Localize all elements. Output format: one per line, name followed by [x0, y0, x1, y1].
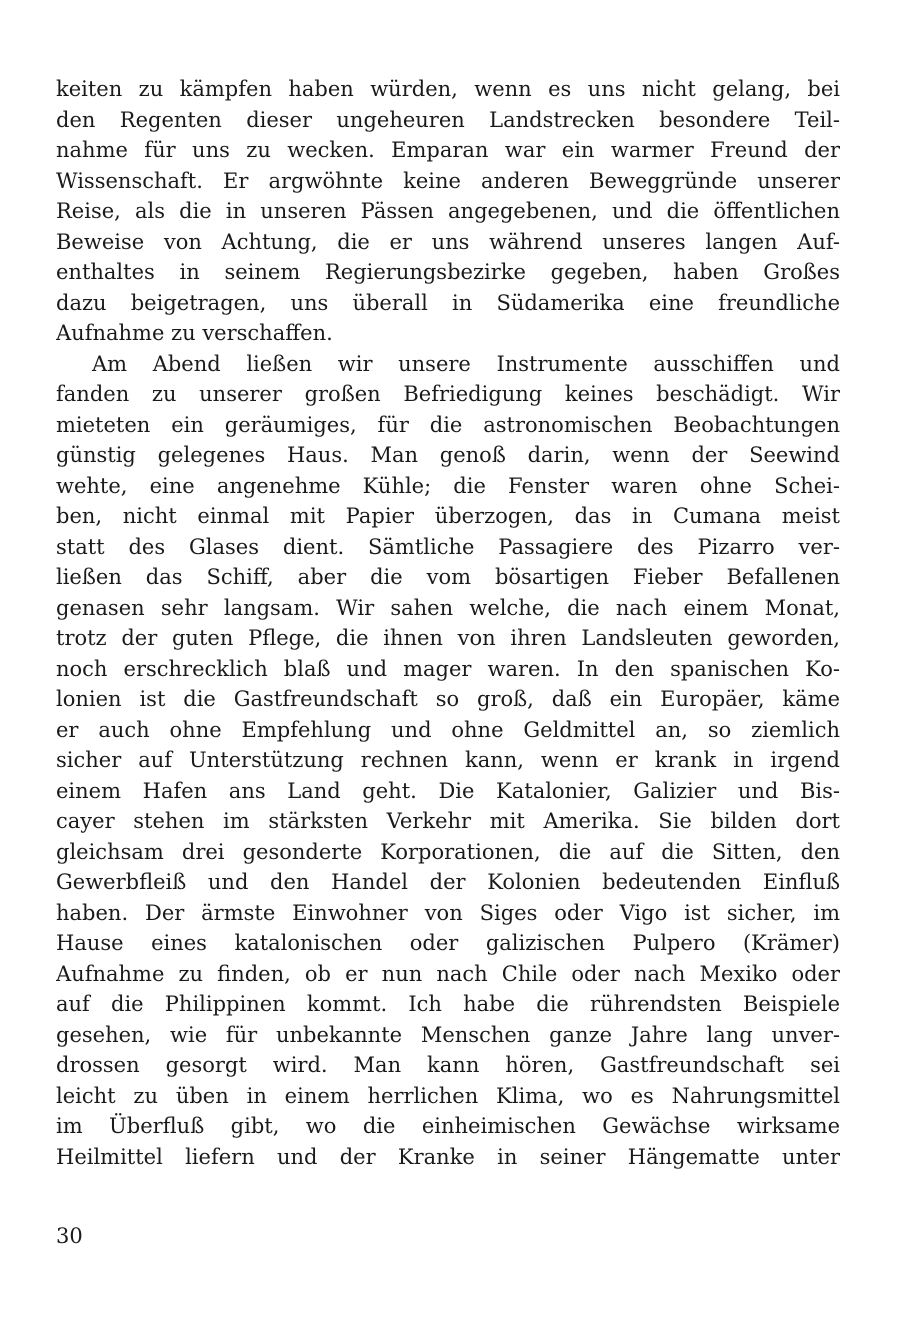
- text-line: auf die Philippinen kommt. Ich habe die rührendsten Beispiele: [56, 992, 840, 1016]
- text-line-paragraph-start: Am Abend ließen wir unsere Instrumente ausschiffen und: [92, 351, 840, 376]
- text-line: den Regenten dieser ungeheuren Landstrecken besondere Teil-: [56, 107, 840, 132]
- text-line: statt des Glases dient. Sämtliche Passagiere des Pizarro ver-: [56, 534, 840, 559]
- text-line: Gewerbfleiß und den Handel der Kolonien bedeutenden Einfluß: [56, 870, 840, 894]
- text-line: Aufnahme zu finden, ob er nun nach Chile oder nach Mexiko oder: [56, 961, 840, 986]
- text-line: lonien ist die Gastfreundschaft so groß, daß ein Europäer, käme: [56, 687, 840, 711]
- text-line: drossen gesorgt wird. Man kann hören, Gastfreundschaft sei: [56, 1053, 840, 1077]
- text-line: haben. Der ärmste Einwohner von Siges oder Vigo ist sicher, im: [56, 900, 840, 925]
- text-line: ließen das Schiff, aber die vom bösartigen Fieber Befallenen: [56, 565, 840, 589]
- text-line: keiten zu kämpfen haben würden, wenn es uns nicht gelang, bei: [56, 77, 840, 101]
- text-line: wehte, eine angenehme Kühle; die Fenster waren ohne Schei-: [56, 473, 840, 498]
- text-line: günstig gelegenes Haus. Man genoß darin, wenn der Seewind: [56, 443, 840, 467]
- text-line: Beweise von Achtung, die er uns während unseres langen Auf-: [56, 229, 840, 254]
- text-line: Reise, als die in unseren Pässen angegebenen, und die öffentlichen: [56, 199, 840, 223]
- text-line: sicher auf Unterstützung rechnen kann, wenn er krank in irgend: [56, 748, 840, 772]
- text-line: Hause eines katalonischen oder galizischen Pulpero (Krämer): [56, 931, 840, 955]
- text-line: leicht zu üben in einem herrlichen Klima, wo es Nahrungsmittel: [56, 1083, 840, 1108]
- text-line: trotz der guten Pflege, die ihnen von ihren Landsleuten geworden,: [56, 626, 840, 650]
- text-line: fanden zu unserer großen Befriedigung keines beschädigt. Wir: [56, 382, 840, 406]
- text-line: noch erschrecklich blaß und mager waren. In den spanischen Ko-: [56, 656, 840, 681]
- text-line: genasen sehr langsam. Wir sahen welche, die nach einem Monat,: [56, 595, 840, 620]
- page-number: 30: [56, 1224, 83, 1248]
- text-line: gesehen, wie für unbekannte Menschen ganze Jahre lang unver-: [56, 1022, 840, 1047]
- text-line: enthaltes in seinem Regierungsbezirke gegeben, haben Großes: [56, 260, 840, 284]
- text-line: gleichsam drei gesonderte Korporationen, die auf die Sitten, den: [56, 839, 840, 864]
- text-line: im Überfluß gibt, wo die einheimischen Gewächse wirksame: [56, 1114, 840, 1138]
- text-line: er auch ohne Empfehlung und ohne Geldmittel an, so ziemlich: [56, 717, 840, 742]
- text-line: mieteten ein geräumiges, für die astronomischen Beobachtungen: [56, 412, 840, 437]
- text-line: cayer stehen im stärksten Verkehr mit Amerika. Sie bilden dort: [56, 809, 840, 833]
- text-line: einem Hafen ans Land geht. Die Katalonier, Galizier und Bis-: [56, 778, 840, 803]
- page-text-block: [56, 74, 840, 1172]
- text-line-paragraph-end: Aufnahme zu verschaffen.: [56, 321, 333, 345]
- text-line: Wissenschaft. Er argwöhnte keine anderen Beweggründe unserer: [56, 168, 840, 193]
- text-line: ben, nicht einmal mit Papier überzogen, das in Cumana meist: [56, 504, 840, 528]
- text-line: dazu beigetragen, uns überall in Südamerika eine freundliche: [56, 290, 840, 315]
- text-line: Heilmittel liefern und der Kranke in seiner Hängematte unter: [56, 1144, 840, 1169]
- text-line: nahme für uns zu wecken. Emparan war ein warmer Freund der: [56, 138, 840, 162]
